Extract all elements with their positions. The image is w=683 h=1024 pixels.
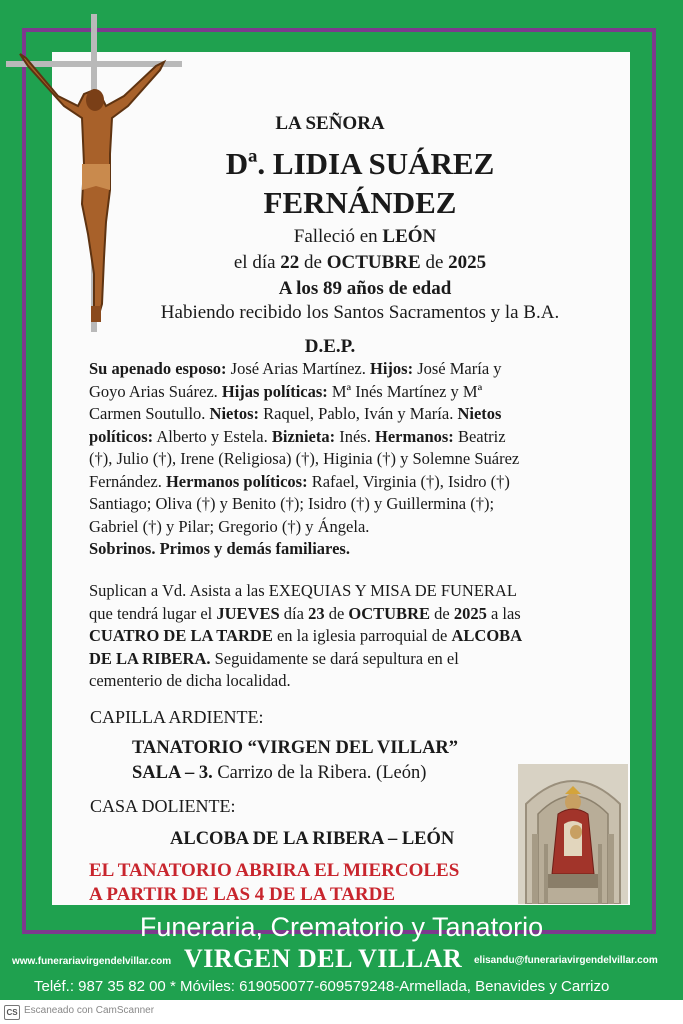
dep-line: D.E.P. — [304, 336, 356, 357]
opening-notice-line1: EL TANATORIO ABRIRA EL MIERCOLES — [89, 860, 460, 881]
footer-website: www.funerariavirgendelvillar.com — [12, 956, 172, 967]
died-on-line: el día 22 de OCTUBRE de 2025 — [233, 252, 487, 273]
chapel-label: CAPILLA ARDIENTE: — [90, 707, 264, 727]
camscanner-logo-icon: CS — [4, 1005, 20, 1020]
home-place: ALCOBA DE LA RIBERA – LEÓN — [170, 829, 455, 849]
opening-notice-line2: A PARTIR DE LAS 4 DE LA TARDE — [89, 884, 396, 905]
family-list: Su apenado esposo: José Arias Martínez. Hijos: José María y Goyo Arias Suárez. Hijas políticas: Mª Inés Martínez y Mª Carmen Soutullo. Nietos: Raquel, Pablo, Iván y María. Nietos políticos: Alberto y Estela. Biznieta: Inés. Hermanos: Beatriz (†), Julio (†), Irene (Religiosa) (†), Higinia (†) y Solemne Suárez Fernández. Hermanos políticos: Rafael, Virginia (†), Isidro (†) Santiago; Oliva (†) y Benito (†); Isidro (†) y Guillermina (†); Gabriel (†) y Pilar; Gregorio (†) y Ángela. Sobrinos. Primos y demás familiares. — [89, 359, 520, 558]
scanner-watermark-text: Escaneado con CamScanner — [24, 1005, 155, 1016]
virgin-statue-image — [518, 764, 628, 904]
sacraments-line: Habiendo recibido los Santos Sacramentos y la B.A. — [160, 302, 560, 323]
deceased-name-line1: Dª. LIDIA SUÁREZ — [225, 146, 495, 181]
chapel-room: SALA – 3. Carrizo de la Ribera. (León) — [132, 763, 427, 783]
home-label: CASA DOLIENTE: — [90, 796, 236, 816]
footer-brand-name: VIRGEN DEL VILLAR — [184, 944, 463, 973]
title-la-senora: LA SEÑORA — [275, 113, 385, 134]
footer-email: elisandu@funerariavirgendelvillar.com — [474, 955, 658, 966]
died-in-line: Falleció en LEÓN — [293, 226, 437, 247]
funeral-details: Suplican a Vd. Asista a las EXEQUIAS Y MISA DE FUNERAL que tendrá lugar el JUEVES día 23 de OCTUBRE de 2025 a las CUATRO DE LA TARDE en la iglesia parroquial de ALCOBA DE LA RIBERA. Seguidamente se dará sepultura en el cementerio de dicha localidad. — [89, 581, 523, 690]
chapel-name: TANATORIO “VIRGEN DEL VILLAR” — [132, 738, 459, 758]
age-line: A los 89 años de edad — [278, 278, 452, 299]
footer-phone-line: Teléf.: 987 35 82 00 * Móviles: 619050077-609579248-Armellada, Benavides y Carrizo — [34, 978, 610, 995]
scanner-watermark-bar — [0, 1000, 683, 1024]
footer-services-title: Funeraria, Crematorio y Tanatorio — [139, 912, 544, 942]
deceased-name-line2: FERNÁNDEZ — [263, 185, 457, 220]
